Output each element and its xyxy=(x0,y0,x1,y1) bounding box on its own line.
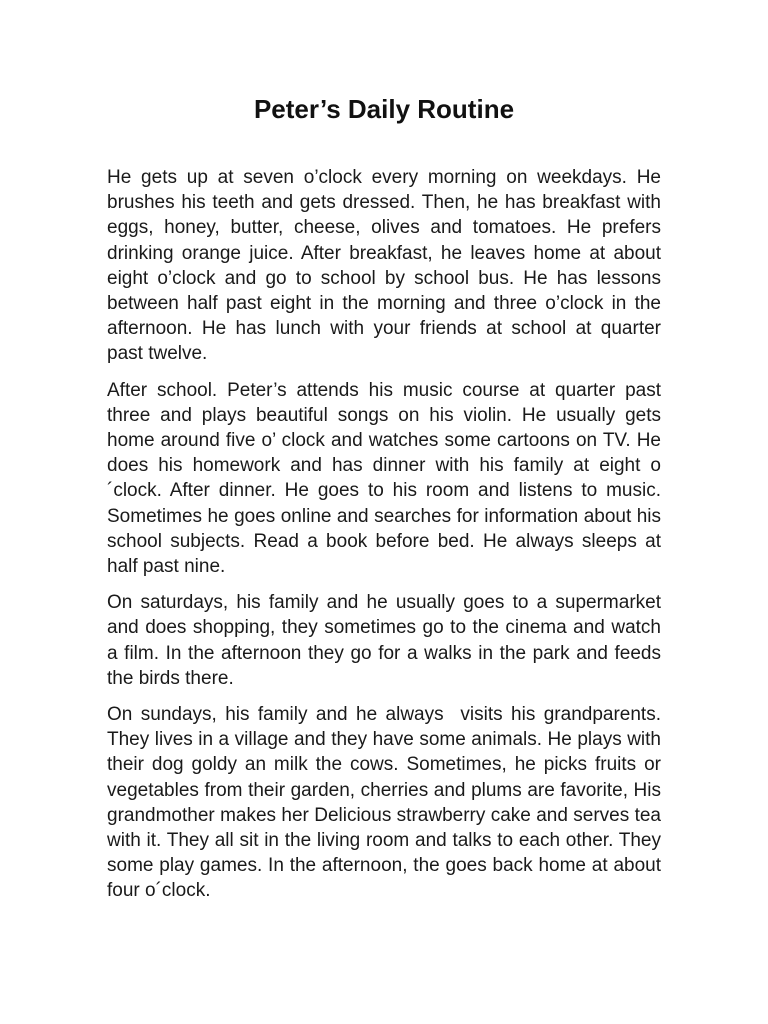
paragraph-saturdays: On saturdays, his family and he usually goes to a supermarket and does shopping, they sometimes go to the cinema and watch a film. In the afternoon they go for a walks in the park and feeds the birds there. xyxy=(107,592,667,689)
paragraph-after-school: After school. Peter’s attends his music course at quarter past three and plays beautiful songs on his violin. He usually gets home around five o’ clock and watches some cartoons on TV. He does his homework and has dinner with his family at eight o´clock. After dinner. He goes to his room and listens to music. Sometimes he goes online and searches for information about his school subjects. Read a book before bed. He always sleeps at half past nine. xyxy=(107,379,667,578)
document-body xyxy=(107,165,667,915)
paragraph-sundays: On sundays, his family and he always visits his grandparents. They lives in a village and they have some animals. He plays with their dog goldy an milk the cows. Sometimes, he picks fruits or vegetables from their garden, cherries and plums are favorite, His grandmother makes her Delicious strawberry cake and serves tea with it. They all sit in the living room and talks to each other. They some play games. In the afternoon, the goes back home at about four o´clock. xyxy=(107,704,667,902)
paragraph-weekday-routine: He gets up at seven o’clock every morning on weekdays. He brushes his teeth and gets dressed. Then, he has breakfast with eggs, honey, butter, cheese, olives and tomatoes. He prefers drinking orange juice. After breakfast, he leaves home at about eight o’clock and go to school by school bus. He has lessons between half past eight in the morning and three o’clock in the afternoon. He has lunch with your friends at school at quarter past twelve. xyxy=(107,167,667,365)
page-title: Peter’s Daily Routine xyxy=(253,94,515,124)
